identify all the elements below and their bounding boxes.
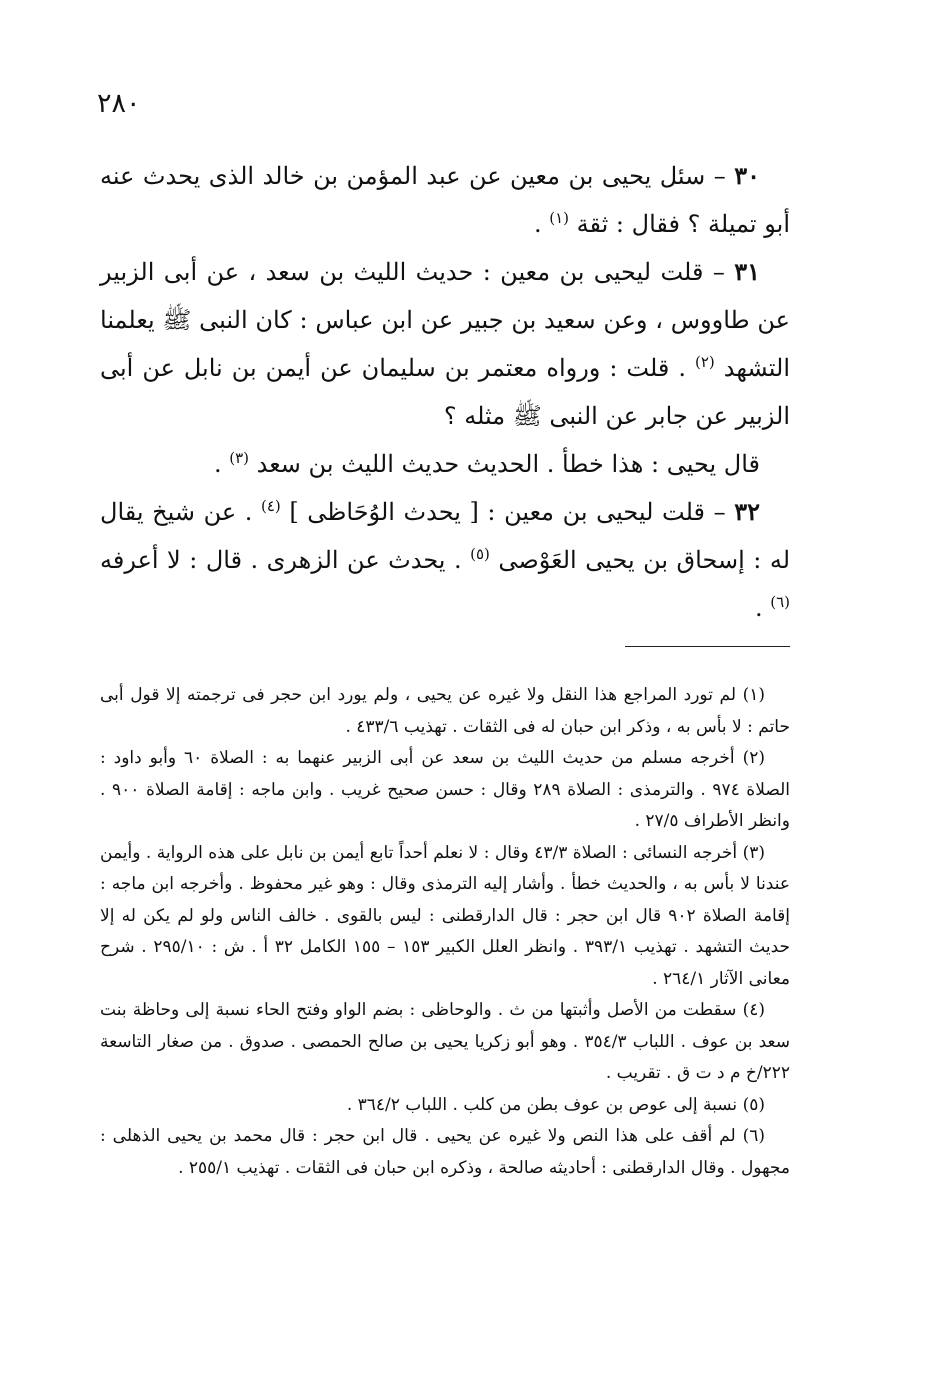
- item-number: ٣٠: [734, 161, 760, 190]
- paragraph-text: قال يحيى : هذا خطأ . الحديث حديث الليث بن سعد: [249, 450, 760, 478]
- footnote-5: (٥) نسبة إلى عوص بن عوف بطن من كلب . اللباب ٣٦٤/٢ .: [346, 1094, 765, 1115]
- paragraph-31: [100, 248, 790, 440]
- footnote-ref: (٤): [260, 497, 281, 515]
- page-number: ٢٨٠: [97, 88, 141, 119]
- footnote-ref: (١): [549, 209, 569, 227]
- footnote-ref: (٥): [470, 545, 490, 563]
- footnote-6: (٦) لم أقف على هذا النص ولا غيره عن يحيى . قال ابن حجر : قال محمد بن يحيى الذهلى : مجهول . وقال الدارقطنى : أحاديثه صالحة ، وذكره ابن حبان فى الثقات . تهذيب ٢٥٥/١ .: [100, 1126, 790, 1178]
- paragraph-text: – قلت ليحيى بن معين : [ يحدث الوُحَاظى ]: [280, 498, 735, 526]
- footnote-ref: (٦): [770, 593, 790, 611]
- paragraph-text: .: [533, 210, 550, 238]
- footnote-ref: (٢): [694, 353, 715, 371]
- paragraph-32: [100, 488, 790, 632]
- paragraph-30: [100, 152, 790, 248]
- footnote-2: (٢) أخرجه مسلم من حديث الليث بن سعد عن أبى الزبير عنهما به : الصلاة ٦٠ وأبو داود : الصلاة ٩٧٤ . والترمذى : الصلاة ٢٨٩ وقال : حسن صحيح غريب . وابن ماجه : إقامة الصلاة ٩٠٠ . وانظر الأطراف ٢٧/٥ .: [100, 748, 791, 831]
- footnote-3: (٣) أخرجه النسائى : الصلاة ٤٣/٣ وقال : لا نعلم أحداً تابع أيمن بن نابل على هذه الرواية . وأيمن عندنا لا بأس به ، والحديث خطأ . وأشار إليه الترمذى وقال : وهو غير محفوظ . وأخرجه ابن ماجه : إقامة الصلاة ٩٠٢ قال ابن حجر : قال الدارقطنى : ليس بالقوى . خالف الناس ولو لم يكن له إلا حديث التشهد . تهذيب ٣٩٣/١ . وانظر العلل الكبير ١٥٣ – ١٥٥ الكامل ٣٢ أ . ش : ٢٩٥/١٠ . شرح معانى الآثار ٢٦٤/١ .: [100, 842, 791, 989]
- paragraph-text: . يحدث عن الزهرى . قال : لا أعرفه: [100, 546, 471, 574]
- main-text: [100, 152, 790, 632]
- footnote-4: (٤) سقطت من الأصل وأثبتها من ث . والوحاظى : بضم الواو وفتح الحاء نسبة إلى وحاظة بنت سعد بن عوف . اللباب ٣٥٤/٣ . وهو أبو زكريا يحيى بن صالح الحمصى . صدوق . من صغار التاسعة ٢٢٢/خ م د ت ق . تقريب .: [100, 1000, 790, 1083]
- paragraph-text: .: [213, 450, 230, 478]
- paragraph-yahya-reply: [100, 440, 790, 488]
- paragraph-text: . عن شيخ يقال له : إسحاق بن يحيى العَوْصى: [100, 498, 791, 574]
- footnote-1: (١) لم تورد المراجع هذا النقل ولا غيره عن يحيى ، ولم يورد ابن حجر فى ترجمته إلا قول أبى حاتم : لا بأس به ، وذكر ابن حبان له فى الثقات . تهذيب ٤٣٣/٦ .: [100, 685, 790, 737]
- footnote-ref: (٣): [229, 449, 249, 467]
- paragraph-text: . قلت : ورواه معتمر بن سليمان عن أيمن بن نابل عن أبى الزبير عن جابر عن النبى ﷺ مثله ؟: [100, 354, 790, 430]
- paragraph-text: .: [754, 594, 771, 622]
- item-number: ٣١: [734, 257, 760, 286]
- footnotes: [100, 680, 790, 1184]
- item-number: ٣٢: [734, 497, 760, 526]
- paragraph-text: – سئل يحيى بن معين عن عبد المؤمن بن خالد الذى يحدث عنه أبو تميلة ؟ فقال : ثقة: [100, 162, 790, 238]
- footnote-divider: [625, 646, 790, 647]
- paragraph-text: – قلت ليحيى بن معين : حديث الليث بن سعد ، عن أبى الزبير عن طاووس ، وعن سعيد بن جبير عن ابن عباس : كان النبى ﷺ يعلمنا التشهد: [100, 258, 791, 382]
